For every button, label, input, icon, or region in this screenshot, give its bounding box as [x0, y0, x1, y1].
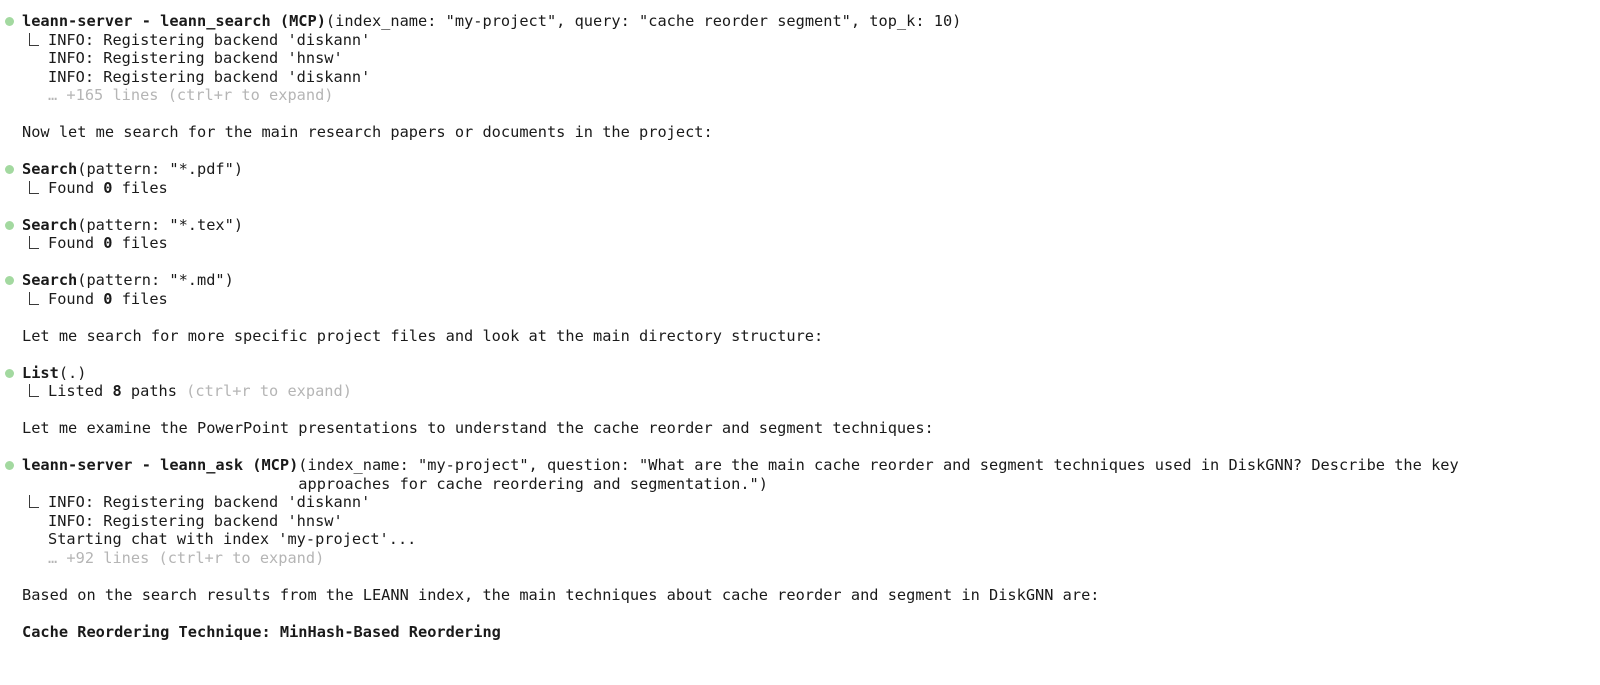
tool-output-line [22, 68, 1580, 87]
tool-name: List [22, 363, 59, 382]
tool-output-line [22, 530, 1580, 549]
tool-output-line [22, 234, 1580, 253]
tool-args: (.) [58, 363, 87, 382]
tool-output-line [22, 512, 1580, 531]
tool-args: (pattern: "*.pdf") [77, 160, 244, 178]
status-dot-icon [5, 165, 14, 174]
tool-output-line [22, 290, 1580, 309]
tool-output [22, 493, 1580, 567]
output-text: Starting chat with index 'my-project'... [48, 530, 417, 548]
output-text: 0 [103, 178, 113, 197]
output-text: INFO: Registering backend 'hnsw' [48, 511, 343, 530]
tool-output [22, 382, 1580, 401]
output-elbow-icon [29, 181, 39, 194]
tool-output-line [22, 493, 1580, 512]
output-text: 0 [103, 234, 113, 252]
tool-call-block [22, 12, 1580, 105]
status-dot-icon [5, 276, 14, 285]
tool-output [22, 290, 1580, 309]
output-text: … +92 lines (ctrl+r to expand) [48, 548, 325, 567]
tool-call-block [22, 456, 1580, 567]
status-dot-icon [5, 221, 14, 230]
output-text: … +165 lines (ctrl+r to expand) [48, 86, 334, 104]
output-text: Listed [48, 382, 113, 400]
assistant-message: Based on the search results from the LEANN index, the main techniques about cache reorder and segment in DiskGNN are: [22, 585, 1100, 604]
output-text: INFO: Registering backend 'hnsw' [48, 49, 343, 67]
output-elbow-icon [29, 33, 39, 46]
tool-header [22, 364, 1580, 383]
output-text: 8 [112, 382, 122, 400]
output-elbow-icon [29, 292, 39, 305]
tool-args: (pattern: "*.md") [77, 271, 234, 289]
tool-output-line [22, 549, 1580, 568]
assistant-message: Now let me search for the main research papers or documents in the project: [22, 123, 713, 141]
output-text: files [112, 178, 168, 197]
output-elbow-icon [29, 384, 39, 397]
output-text: Found [48, 234, 104, 252]
output-elbow-icon [29, 236, 39, 249]
status-dot-icon [5, 461, 14, 470]
output-text: files [112, 234, 168, 252]
tool-output-line [22, 86, 1580, 105]
tool-header [22, 456, 1580, 493]
output-text: Found [48, 289, 104, 308]
output-text: INFO: Registering backend 'diskann' [48, 30, 371, 49]
tool-args: (pattern: "*.tex") [77, 215, 244, 234]
tool-output [22, 31, 1580, 105]
tool-output-line [22, 31, 1580, 50]
tool-call-block [22, 216, 1580, 253]
tool-output-line [22, 382, 1580, 401]
tool-header [22, 271, 1580, 290]
tool-header [22, 216, 1580, 235]
tool-output [22, 179, 1580, 198]
tool-output-line [22, 49, 1580, 68]
status-dot-icon [5, 17, 14, 26]
tool-args: (index_name: "my-project", query: "cache reorder segment", top_k: 10) [325, 12, 962, 30]
tool-name: leann-server - leann_search (MCP) [22, 12, 326, 30]
tool-name: leann-server - leann_ask (MCP) [22, 456, 299, 474]
output-text: paths [121, 382, 187, 400]
assistant-message: Let me search for more specific project files and look at the main directory structure: [22, 326, 824, 345]
assistant-message: Let me examine the PowerPoint presentations to understand the cache reorder and segment techniques: [22, 419, 934, 437]
output-text: INFO: Registering backend 'diskann' [48, 493, 371, 511]
tool-call-block [22, 364, 1580, 401]
output-text: Found [48, 178, 104, 197]
tool-name: Search [22, 271, 78, 289]
output-text: files [112, 289, 168, 308]
tool-output [22, 234, 1580, 253]
tool-args: (index_name: "my-project", question: "What are the main cache reorder and segment techniques used in DiskGNN? Describe the key approaches for cache reordering and segmentation.") [298, 456, 1459, 493]
output-elbow-icon [29, 495, 39, 508]
tool-header [22, 160, 1580, 179]
tool-name: Search [22, 215, 78, 234]
output-text: (ctrl+r to expand) [186, 382, 352, 400]
tool-output-line [22, 179, 1580, 198]
tool-call-block [22, 271, 1580, 308]
tool-name: Search [22, 160, 78, 178]
tool-call-block [22, 160, 1580, 197]
status-dot-icon [5, 369, 14, 378]
section-heading: Cache Reordering Technique: MinHash-Based Reordering [22, 622, 501, 641]
tool-header [22, 12, 1580, 31]
output-text: 0 [103, 289, 113, 308]
output-text: INFO: Registering backend 'diskann' [48, 67, 371, 86]
